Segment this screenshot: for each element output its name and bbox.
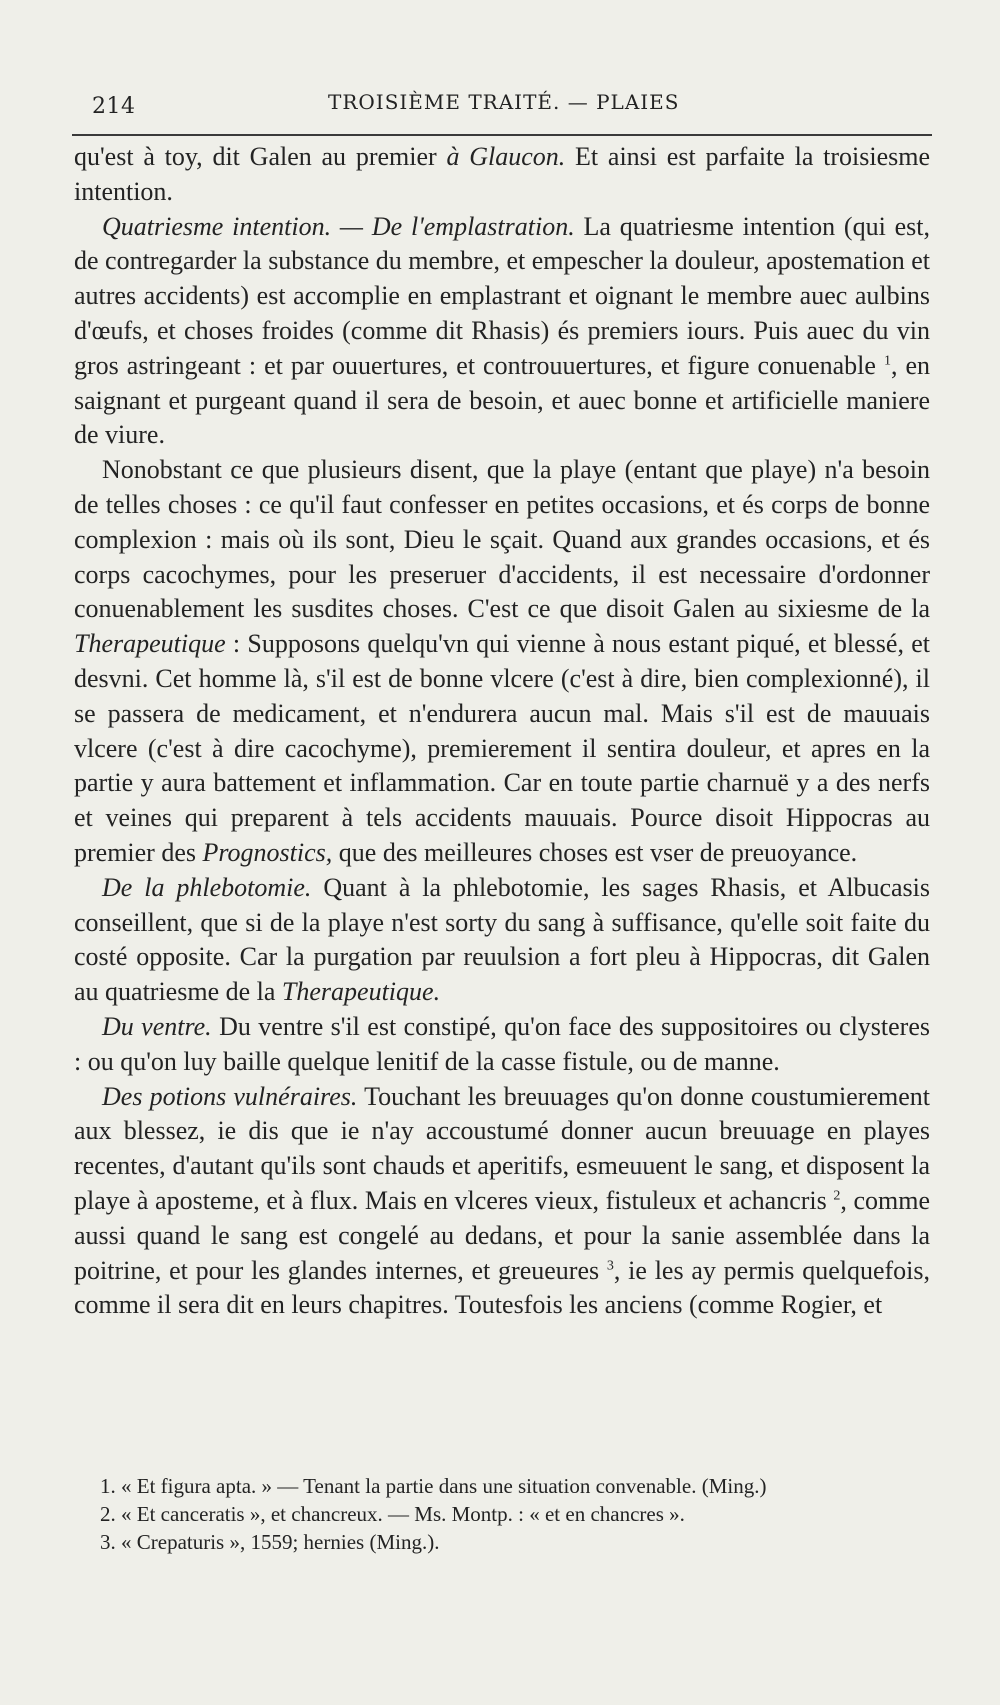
page-header [88, 84, 918, 124]
paragraph [74, 1010, 930, 1080]
footnote-marker: 2 [833, 1188, 841, 1204]
running-head: TROISIÈME TRAITÉ. — PLAIES [328, 90, 680, 114]
text-run: Nonobstant ce que plusieurs disent, que la playe (entant que playe) n'a besoin de telles choses : ce qu'il faut confesser en petites occasions, et és corps de bonne complexion : mais où ils sont, Dieu le sçait. Quand aux grandes occasions, et és corps cacochymes, pour les preseruer d'accidents, il est necessaire d'ordonner conuenablement les susdites choses. C'est ce que disoit Galen au sixiesme de la [74, 455, 930, 624]
text-run: Touchant les breuuages qu'on donne coustumierement aux blessez, ie dis que ie n'ay accoustumé donner aucun breuuage en playes recentes, d'autant qu'ils sont chauds et aperitifs, esmeuuent le sang, et disposent la playe à aposteme, et à flux. Mais en vlceres vieux, fistuleux et achancris [74, 1081, 930, 1215]
text-run: que des meilleures choses est vser de preuoyance. [332, 837, 858, 867]
italic-text: Des potions vulnéraires. [102, 1081, 358, 1111]
header-rule [72, 134, 932, 136]
text-run: : Supposons quelqu'vn qui vienne à nous estant piqué, et blessé, et desvni. Cet homme là, s'il est de bonne vlcere (c'est à dire, bien complexionné), il se passera de medicament, et n'endurera aucun mal. Mais s'il est de mauuais vlcere (c'est à dire cacochyme), premierement il sentira douleur, et apres en la partie y aura battement et inflammation. Car en toute partie charnuë y a des nerfs et veines qui preparent à tels accidents mauuais. Pource disoit Hippocras au premier des [74, 629, 930, 867]
text-run: La quatriesme intention (qui est, de contregarder la substance du membre, et empescher la douleur, apostemation et autres accidents) est accomplie en emplastrant et oignant le membre auec aulbins d'œufs, et choses froides (comme dit Rhasis) és premiers iours. Puis auec du vin gros astringeant : et par ouuertures, et controuuertures, et figure conuenable [74, 211, 930, 380]
footnote: 1. « Et figura apta. » — Tenant la partie dans une situation convenable. (Ming.) [100, 1474, 767, 1498]
footnotes [100, 1472, 940, 1556]
body-text [74, 140, 930, 1323]
paragraph [74, 871, 930, 1010]
italic-text: Therapeutique [74, 629, 226, 659]
paragraph [74, 453, 930, 871]
footnote-marker: 3 [606, 1257, 614, 1273]
text-run: qu'est à toy, dit Galen au premier [74, 142, 447, 171]
text-run: , comme aussi quand le sang est congelé au dedans, et pour la sanie assemblée dans la poitrine, et pour les glandes internes, et greueures [74, 1185, 930, 1285]
italic-text: à Glaucon. [446, 142, 566, 171]
italic-text: De la phlebotomie. [102, 872, 312, 902]
italic-text: Prognostics, [202, 837, 333, 867]
footnote: 2. « Et canceratis », et chancreux. — Ms. Montp. : « et en chancres ». [100, 1502, 685, 1526]
paragraph [74, 210, 930, 454]
footnote-marker: 1 [883, 353, 891, 369]
paragraph [74, 140, 930, 210]
text-run: Du ventre s'il est constipé, qu'on face des suppositoires ou clysteres : ou qu'on luy baille quelque lenitif de la casse fistule, ou de manne. [74, 1011, 930, 1076]
italic-text: Therapeutique. [281, 977, 441, 1007]
text-run: , en saignant et purgeant quand il sera de besoin, et auec bonne et artificielle maniere de viure. [74, 350, 930, 450]
italic-text: Quatriesme intention. — De l'emplastration. [102, 211, 575, 241]
text-run: Et ainsi est parfaite la troisiesme intention. [74, 142, 930, 206]
paragraph [74, 1080, 930, 1324]
text-run: , ie les ay permis quelquefois, comme il sera dit en leurs chapitres. Toutesfois les anciens (comme Rogier, et [74, 1255, 930, 1320]
footnote: 3. « Crepaturis », 1559; hernies (Ming.). [100, 1530, 440, 1554]
text-run: Quant à la phlebotomie, les sages Rhasis, et Albucasis conseillent, que si de la playe n'est sorty du sang à suffisance, qu'elle soit faite du costé opposite. Car la purgation par reuulsion a fort pleu à Hippocras, dit Galen au quatriesme de la [74, 872, 930, 1007]
page-number: 214 [92, 94, 136, 119]
italic-text: Du ventre. [102, 1011, 212, 1041]
